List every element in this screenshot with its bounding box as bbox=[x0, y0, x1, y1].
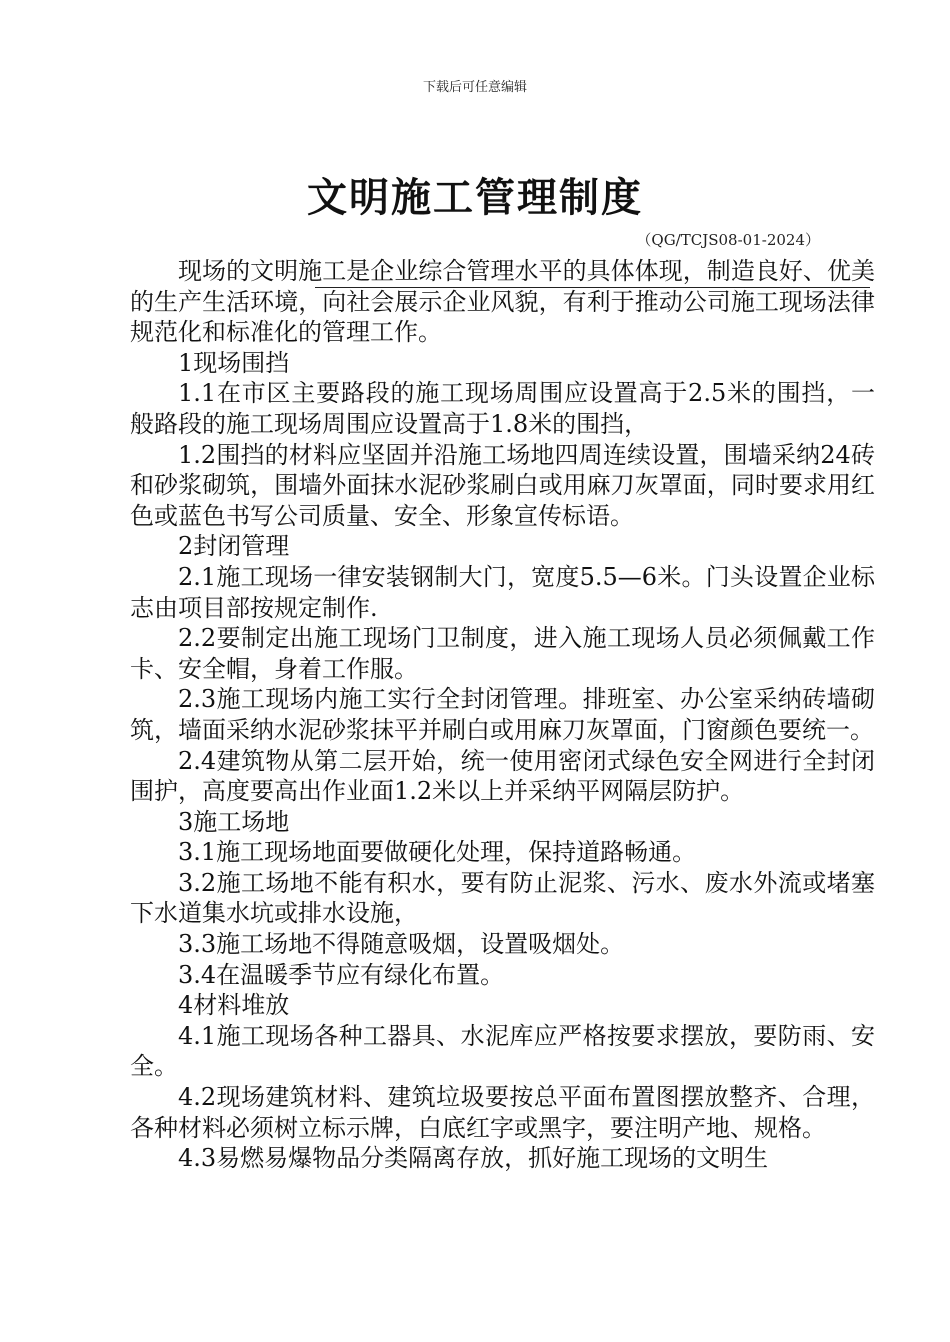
document-code: （QG/TCJS08-01-2024） bbox=[636, 231, 820, 249]
clause-3-4: 3.4在温暖季节应有绿化布置。 bbox=[178, 960, 505, 989]
clause-2-1: 2.1施工现场一律安装钢制大门，宽度5.5—6米。门头设置企业标志由项目部按规定制作. bbox=[130, 562, 875, 622]
clause-4-3: 4.3易燃易爆物品分类隔离存放，抓好施工现场的文明生 bbox=[178, 1144, 769, 1173]
clause-1-2: 1.2围挡的材料应坚固并沿施工场地四周连续设置，围墙采纳24砖和砂浆砌筑，围墙外面抹水泥砂浆刷白或用麻刀灰罩面，同时要求用红色或蓝色书写公司质量、安全、形象宣传标语。 bbox=[130, 440, 875, 530]
section-heading-2: 2封闭管理 bbox=[178, 532, 290, 561]
section-heading-1: 1现场围挡 bbox=[178, 348, 290, 377]
header-note: 下载后可任意编辑 bbox=[422, 80, 527, 95]
section-heading-4: 4材料堆放 bbox=[178, 991, 290, 1020]
clause-2-3: 2.3施工现场内施工实行全封闭管理。排班室、办公室采纳砖墙砌筑，墙面采纳水泥砂浆抹平并刷白或用麻刀灰罩面，门窗颜色要统一。 bbox=[130, 685, 875, 744]
clause-4-2: 4.2现场建筑材料、建筑垃圾要按总平面布置图摆放整齐、合理，各种材料必须树立标示牌，白底红字或黑字，要注明产地、规格。 bbox=[130, 1083, 875, 1142]
clause-3-1: 3.1施工现场地面要做硬化处理，保持道路畅通。 bbox=[178, 838, 697, 867]
clause-2-2: 2.2要制定出施工现场门卫制度，进入施工现场人员必须佩戴工作卡、安全帽，身着工作服。 bbox=[130, 624, 875, 683]
intro-paragraph: 现场的文明施工是企业综合管理水平的具体体现，制造良好、优美的生产生活环境，向社会展示企业风貌，有利于推动公司施工现场法律规范化和标准化的管理工作。 bbox=[130, 257, 875, 347]
clause-3-2: 3.2施工场地不能有积水，要有防止泥浆、污水、废水外流或堵塞下水道集水坑或排水设施， bbox=[130, 868, 875, 928]
clause-2-4: 2.4建筑物从第二层开始，统一使用密闭式绿色安全网进行全封闭围护，高度要高出作业面1.2米以上并采纳平网隔层防护。 bbox=[130, 746, 875, 806]
clause-1-1: 1.1在市区主要路段的施工现场周围应设置高于2.5米的围挡，一般路段的施工现场周围应设置高于1.8米的围挡， bbox=[130, 379, 875, 438]
document-title: 文明施工管理制度 bbox=[307, 174, 643, 221]
section-heading-3: 3施工场地 bbox=[178, 807, 290, 836]
document-body bbox=[130, 256, 875, 1174]
clause-4-1: 4.1施工现场各种工器具、水泥库应严格按要求摆放，要防雨、安全。 bbox=[130, 1021, 875, 1081]
clause-3-3: 3.3施工场地不得随意吸烟，设置吸烟处。 bbox=[178, 930, 625, 959]
